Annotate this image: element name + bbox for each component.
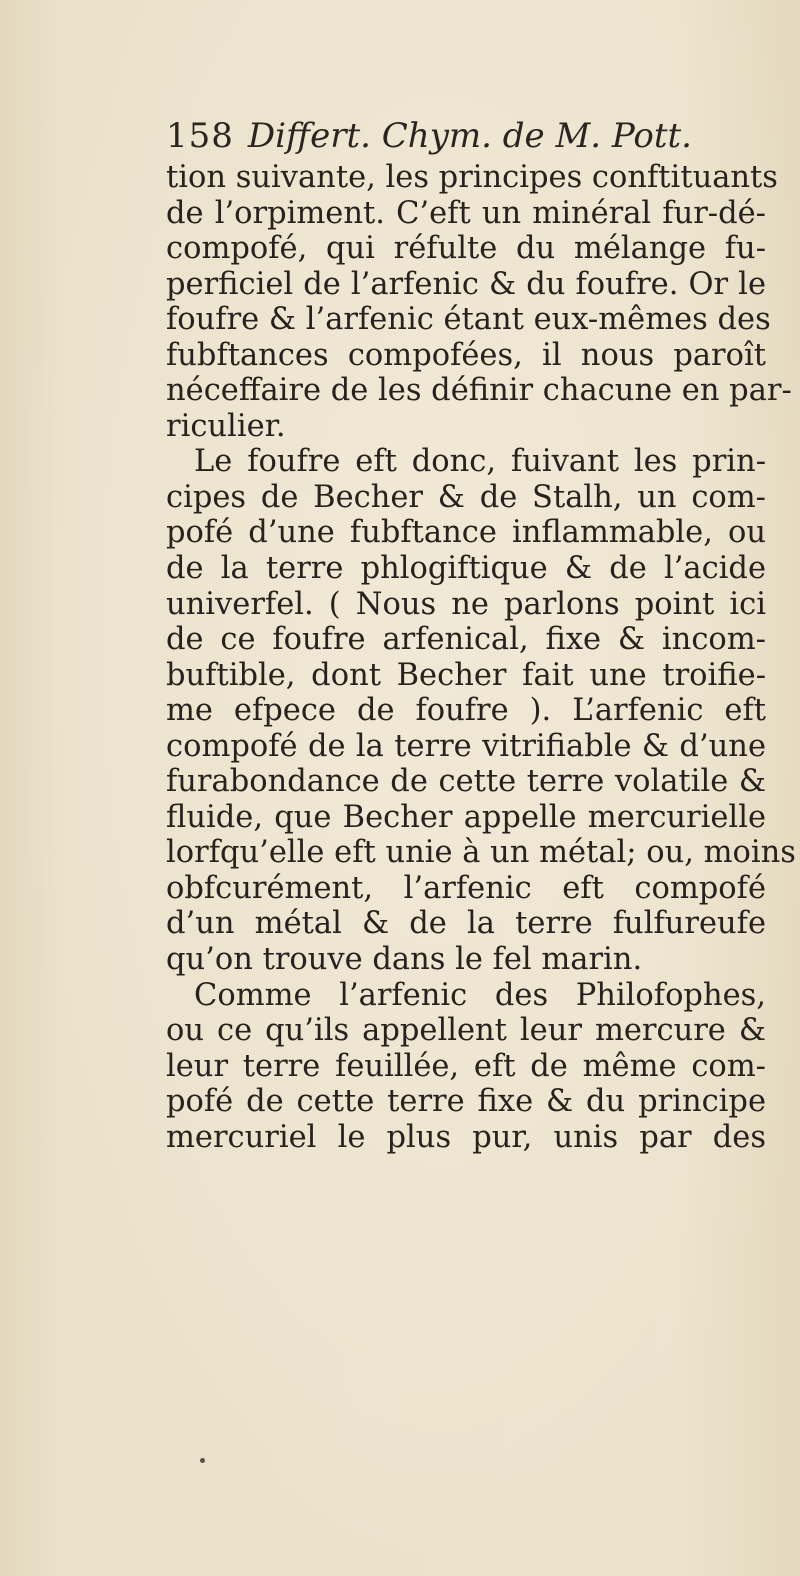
body-text <box>166 160 796 1155</box>
ink-speck-icon <box>200 1458 205 1463</box>
text-line: qu’on trouve dans le fel marin. <box>166 942 643 978</box>
text-line: perficiel de l’arfenic & du foufre. Or le <box>166 266 766 302</box>
text-line: obfcurément, l’arfenic eft compofé <box>166 870 766 906</box>
text-line: me efpece de foufre ). L’arfenic eft <box>166 693 766 729</box>
text-line: néceffaire de les définir chacune en par- <box>166 373 792 409</box>
text-line: fluide, que Becher appelle mercurielle <box>166 799 766 835</box>
running-title: Differt. Chym. de M. Pott. <box>247 116 692 156</box>
paragraph-start-line: Comme l’arfenic des Philofophes, <box>194 977 766 1013</box>
text-line: pofé de cette terre fixe & du principe <box>166 1084 766 1120</box>
text-line: riculier. <box>166 408 286 444</box>
text-line: cipes de Becher & de Stalh, un com- <box>166 479 766 515</box>
text-line: de ce foufre arfenical, fixe & incom- <box>166 622 766 658</box>
page-number: 158 <box>166 116 234 156</box>
text-line: de l’orpiment. C’eft un minéral fur-dé- <box>166 195 766 231</box>
text-line: compofé, qui réfulte du mélange fu- <box>166 231 766 267</box>
text-line: compofé de la terre vitrifiable & d’une <box>166 728 766 764</box>
text-line: lorfqu’elle eft unie à un métal; ou, moins <box>166 835 796 871</box>
text-line: buftible, dont Becher fait une troifie- <box>166 657 766 693</box>
text-line: ou ce qu’ils appellent leur mercure & <box>166 1013 766 1049</box>
text-line: pofé d’une fubftance inflammable, ou <box>166 515 766 551</box>
paragraph-start-line: Le foufre eft donc, fuivant les prin- <box>194 444 766 480</box>
page-header <box>166 116 692 156</box>
text-line: leur terre feuillée, eft de même com- <box>166 1048 766 1084</box>
text-line: de la terre phlogiftique & de l’acide <box>166 551 766 587</box>
text-line: d’un métal & de la terre fulfureufe <box>166 906 766 942</box>
text-line: univerfel. ( Nous ne parlons point ici <box>166 586 766 622</box>
text-line: mercuriel le plus pur, unis par des <box>166 1119 766 1155</box>
text-line: tion suivante, les principes conftituants <box>166 160 778 195</box>
text-line: foufre & l’arfenic étant eux-mêmes des <box>166 302 771 338</box>
text-line: furabondance de cette terre volatile & <box>166 764 766 800</box>
text-line: fubftances compofées, il nous paroît <box>166 337 766 373</box>
